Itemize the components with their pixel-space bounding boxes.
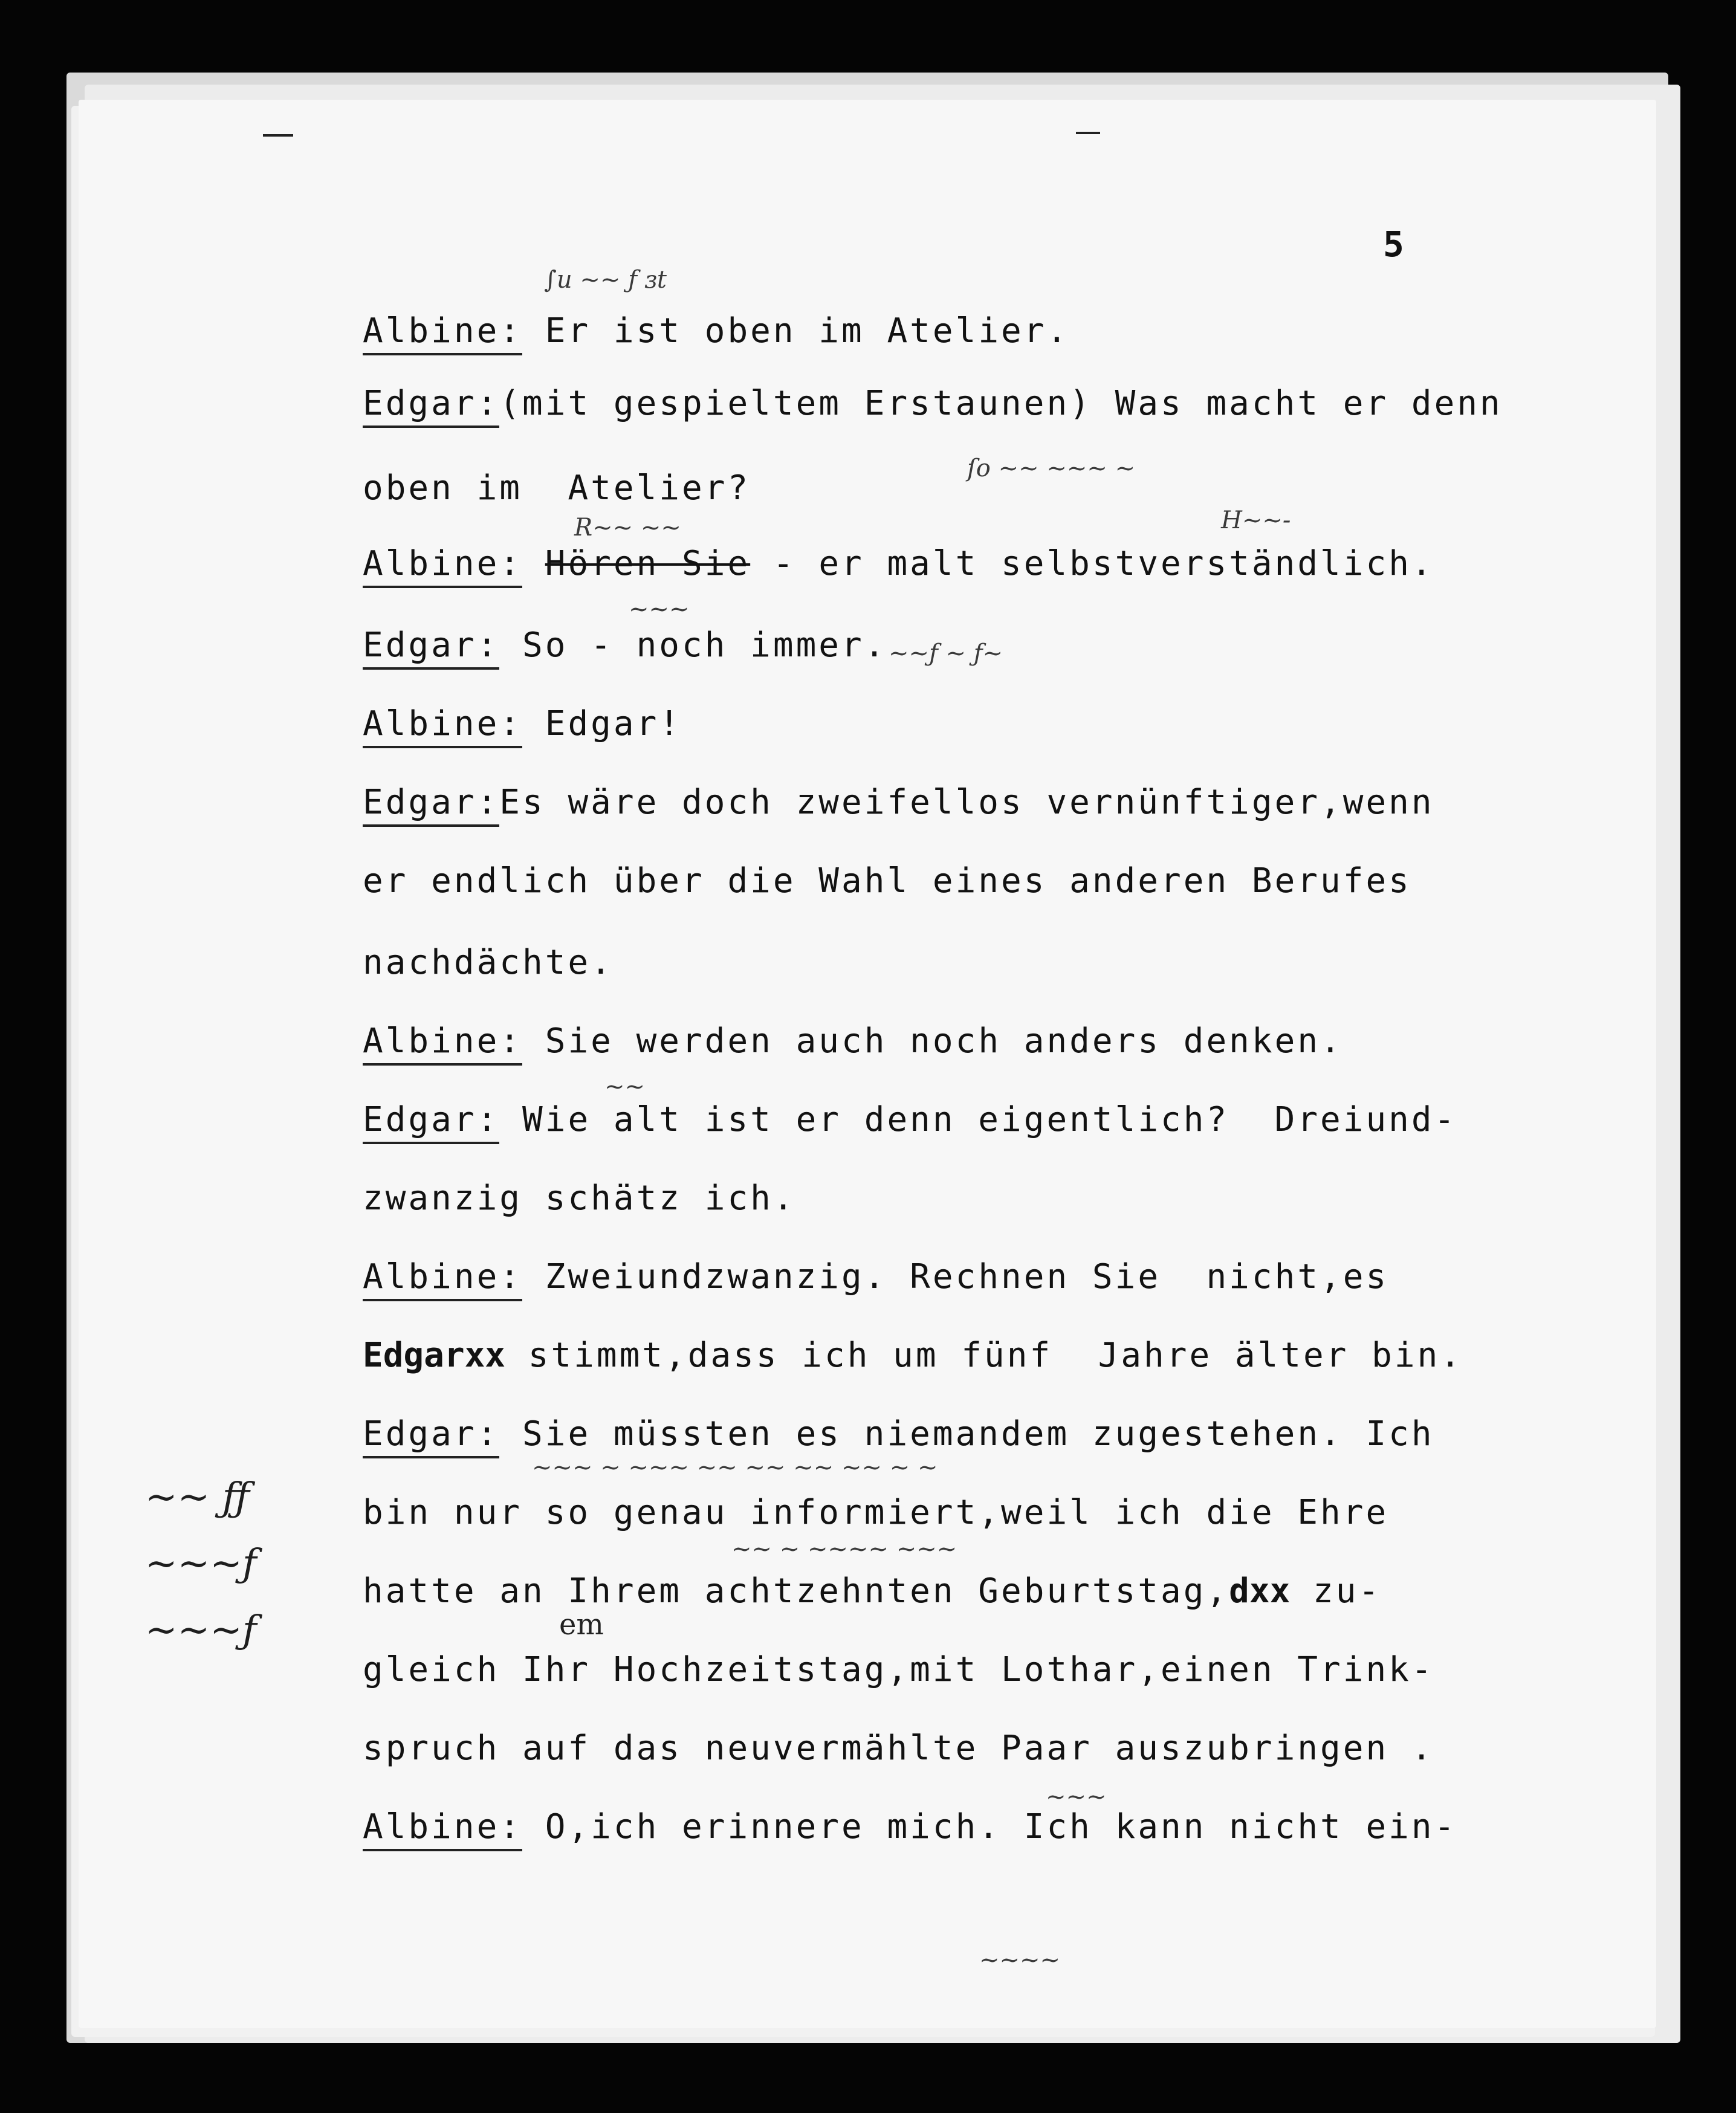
handwritten-annotation: ~~ƒ ~ ƒ~ <box>889 639 1003 667</box>
text-line <box>363 1414 1434 1458</box>
handwritten-annotation: H~~- <box>1221 506 1291 534</box>
text-line <box>363 704 682 748</box>
text-line <box>363 1807 1457 1851</box>
speaker-name: Edgar: <box>363 786 499 827</box>
speaker-name: Albine: <box>363 707 522 748</box>
pen-mark <box>263 134 293 137</box>
line-text: (mit gespieltem Erstaunen) Was macht er denn <box>499 384 1503 423</box>
handwritten-annotation: ~~~ <box>629 595 690 623</box>
margin-annotation: ~~~ƒ <box>145 1608 257 1652</box>
handwritten-annotation: ∫u ~~ ƒ ɜt <box>544 266 667 294</box>
text-line <box>363 861 1411 901</box>
margin-annotation: ~~ ƒƒ <box>145 1475 250 1519</box>
line-text: Er ist oben im Atelier. <box>522 311 1070 351</box>
line-text: So - noch immer. <box>499 626 887 665</box>
speaker-name: Edgar: <box>363 629 499 670</box>
text-line <box>363 1100 1457 1144</box>
line-text: zu- <box>1290 1571 1382 1611</box>
speaker-name: Albine: <box>363 547 522 588</box>
handwritten-annotation: ~~ <box>604 1073 646 1101</box>
text-line <box>363 1571 1382 1611</box>
text-line <box>363 384 1503 428</box>
line-text: Es wäre doch zweifellos vernünftiger,wenn <box>499 783 1434 822</box>
line-text: stimmt,dass ich um fünf Jahre älter bin. <box>505 1336 1463 1375</box>
line-text: Sie müssten es niemandem zugestehen. Ich <box>499 1414 1434 1454</box>
overstruck-text: Edgarxx <box>363 1336 506 1375</box>
line-text: er endlich über die Wahl eines anderen Berufes <box>363 861 1411 901</box>
line-text: Edgar! <box>522 704 682 743</box>
text-line <box>363 1650 1434 1689</box>
page-number: 5 <box>1383 224 1404 265</box>
handwritten-annotation: ſo ~~ ~~~ ~ <box>967 455 1136 482</box>
text-line <box>363 544 1434 588</box>
line-text: hatte an Ihrem achtzehnten Geburtstag, <box>363 1571 1229 1611</box>
line-text: oben im Atelier? <box>363 468 751 508</box>
speaker-name: Albine: <box>363 1810 522 1851</box>
line-text: O,ich erinnere mich. Ich kann nicht ein- <box>522 1807 1457 1846</box>
line-text: - er malt selbstverständlich. <box>750 544 1434 583</box>
line-text: nachdächte. <box>363 943 614 982</box>
text-line <box>363 1493 1389 1532</box>
text-line <box>363 311 1070 355</box>
handwritten-annotation: ~~~ ~ ~~~ ~~ ~~ ~~ ~~ ~ ~ <box>532 1454 938 1481</box>
text-line <box>363 783 1434 827</box>
text-line <box>363 1021 1343 1066</box>
line-text: bin nur so genau informiert,weil ich die Ehre <box>363 1493 1389 1532</box>
speaker-name: Albine: <box>363 314 522 355</box>
line-text <box>522 544 545 583</box>
text-line <box>363 1179 796 1218</box>
line-text: Sie werden auch noch anders denken. <box>522 1021 1343 1061</box>
handwritten-annotation: ~~ ~ ~~~~ ~~~ <box>731 1535 957 1563</box>
line-text: Zweiundzwanzig. Rechnen Sie nicht,es <box>522 1257 1389 1296</box>
text-line <box>363 1729 1434 1768</box>
interlinear-insert: em <box>559 1608 604 1642</box>
line-text: spruch auf das neuvermählte Paar auszubringen . <box>363 1729 1434 1768</box>
handwritten-annotation: ~~~~ <box>979 1946 1061 1974</box>
speaker-name: Albine: <box>363 1024 522 1066</box>
line-text: gleich Ihr Hochzeitstag,mit Lothar,einen Trink- <box>363 1650 1434 1689</box>
text-line <box>363 943 614 982</box>
margin-annotation: ~~~ƒ <box>145 1541 257 1586</box>
struck-text: Hören Sie <box>545 544 751 583</box>
text-line <box>363 468 751 508</box>
handwritten-annotation: R~~ ~~ <box>574 514 681 542</box>
handwritten-annotation: ~~~ <box>1046 1783 1107 1811</box>
line-text: zwanzig schätz ich. <box>363 1179 796 1218</box>
overstruck-text: dxx <box>1229 1571 1291 1611</box>
speaker-name: Edgar: <box>363 387 499 428</box>
text-line <box>363 1336 1463 1375</box>
text-line <box>363 626 887 670</box>
speaker-name: Edgar: <box>363 1417 499 1458</box>
speaker-name: Albine: <box>363 1260 522 1301</box>
text-line <box>363 1257 1389 1301</box>
pen-mark <box>1076 132 1100 134</box>
line-text: Wie alt ist er denn eigentlich? Dreiund- <box>499 1100 1457 1139</box>
speaker-name: Edgar: <box>363 1103 499 1144</box>
